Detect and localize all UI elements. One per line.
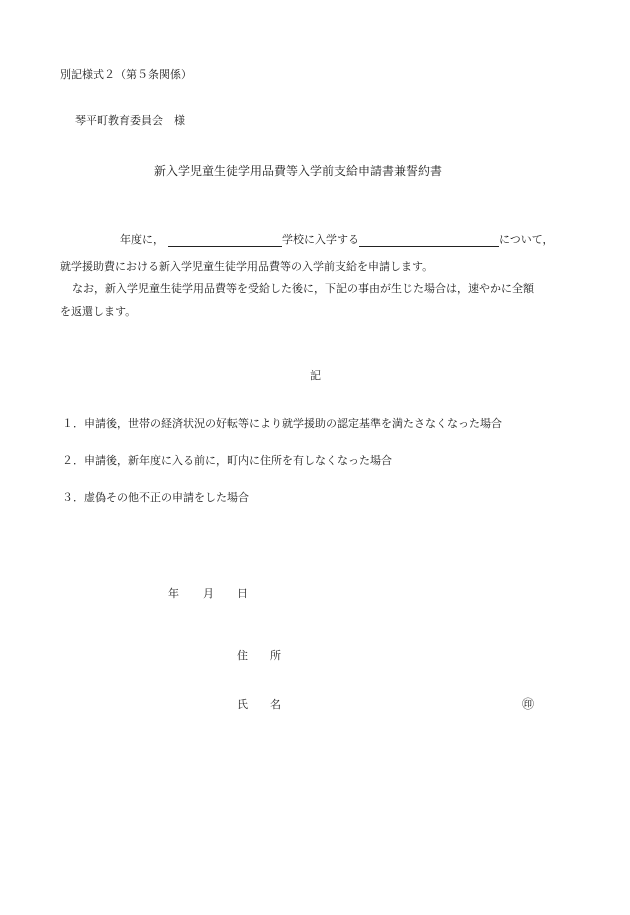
condition-item-1: １．申請後，世帯の経済状況の好転等により就学援助の認定基準を満たさなくなった場合 [62, 417, 502, 430]
application-line-1 [120, 231, 554, 247]
condition-item-2: ２．申請後，新年度に入る前に，町内に住所を有しなくなった場合 [62, 454, 392, 467]
school-text: 学校に入学する [282, 233, 359, 246]
school-name-blank[interactable] [168, 233, 282, 247]
name-label: 氏 名 [237, 698, 281, 711]
date-year: 年 [168, 587, 179, 600]
ki-heading: 記 [310, 369, 321, 382]
seal-mark: ㊞ [522, 697, 535, 711]
document-title: 新入学児童生徒学用品費等入学前支給申請書兼誓約書 [154, 164, 443, 178]
date-day: 日 [237, 587, 248, 600]
form-label: 別記様式２（第５条関係） [60, 68, 192, 81]
about-text: について， [499, 233, 554, 246]
application-line-4: を返還します。 [60, 305, 137, 318]
condition-item-3: ３．虚偽その他不正の申請をした場合 [62, 491, 249, 504]
child-name-blank[interactable] [359, 233, 499, 247]
year-text: 年度に， [120, 233, 164, 246]
addressee: 琴平町教育委員会 様 [75, 114, 185, 127]
application-line-3: なお，新入学児童生徒学用品費等を受給した後に，下記の事由が生じた場合は，速やかに全額 [72, 282, 534, 295]
address-label: 住 所 [237, 649, 281, 662]
application-line-2: 就学援助費における新入学児童生徒学用品費等の入学前支給を申請します。 [60, 260, 434, 273]
date-month: 月 [203, 587, 214, 600]
